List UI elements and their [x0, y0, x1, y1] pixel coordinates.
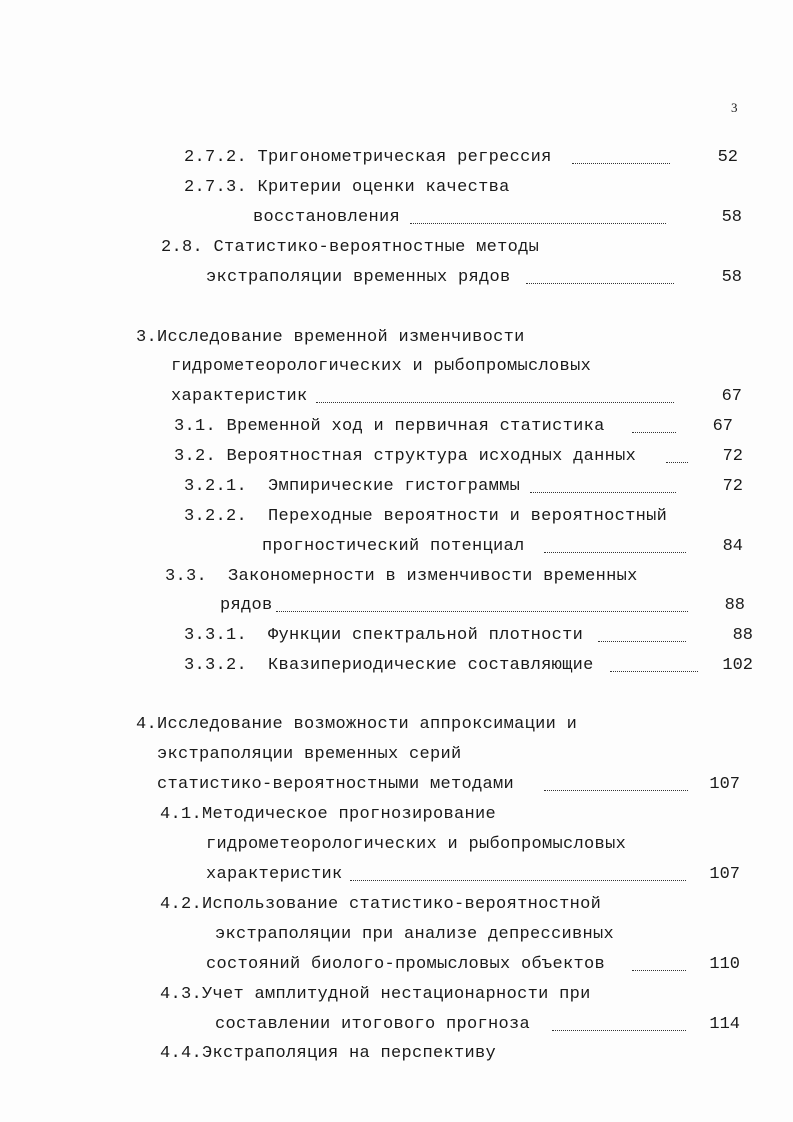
toc-title-continuation: статистико-вероятностными методами: [157, 775, 515, 794]
toc-title-continuation: гидрометеорологических и рыбопромысловых: [206, 835, 627, 854]
toc-number: 4.2.: [160, 895, 203, 914]
toc-number: 4.: [136, 715, 158, 734]
toc-leader: [276, 611, 688, 612]
toc-title: Методическое прогнозирование: [202, 805, 497, 824]
toc-leader: [526, 283, 674, 284]
toc-page: 58: [721, 208, 742, 227]
toc-page: 88: [732, 626, 753, 645]
toc-title-continuation: экстраполяции временных рядов: [206, 268, 511, 287]
toc-number: 3.: [136, 328, 158, 347]
toc-number: 4.3.: [160, 985, 203, 1004]
toc-page: 72: [722, 477, 743, 496]
toc-number: 3.1.: [174, 417, 217, 436]
toc-entry-4-2: [160, 895, 601, 915]
toc-entry-2-8: [161, 238, 539, 258]
toc-title-continuation: составлении итогового прогноза: [215, 1015, 531, 1034]
toc-entry-3-2: [174, 447, 636, 467]
toc-title-continuation: восстановления: [253, 208, 401, 227]
toc-entry-2-7-2: [184, 148, 552, 168]
toc-page: 114: [709, 1015, 740, 1034]
toc-title-continuation: гидрометеорологических и рыбопромысловых: [171, 357, 592, 376]
toc-leader: [632, 432, 676, 433]
toc-leader: [350, 880, 686, 881]
toc-number: 3.2.: [174, 447, 217, 466]
toc-leader: [552, 1030, 686, 1031]
toc-page: 107: [709, 865, 740, 884]
toc-entry-3-3: [165, 567, 638, 587]
toc-number: 4.4.: [160, 1044, 203, 1063]
toc-title-continuation: состояний биолого-промысловых объектов: [206, 955, 606, 974]
toc-number: 2.7.2.: [184, 148, 248, 167]
toc-title-continuation: экстраполяции при анализе депрессивных: [215, 925, 615, 944]
toc-number: 2.7.3.: [184, 178, 248, 197]
toc-entry-4-4: [160, 1044, 496, 1064]
toc-page: 72: [722, 447, 743, 466]
toc-number: 2.8.: [161, 238, 204, 257]
toc-leader: [598, 641, 686, 642]
toc-entry-3-3-2: [184, 656, 594, 676]
toc-number: 3.3.: [165, 567, 208, 586]
toc-page: 107: [709, 775, 740, 794]
toc-title-continuation: рядов: [220, 596, 273, 615]
toc-title: Тригонометрическая регрессия: [257, 148, 552, 167]
toc-leader: [572, 163, 670, 164]
toc-page: 52: [717, 148, 738, 167]
toc-title: Использование статистико-вероятностной: [202, 895, 602, 914]
toc-page: 110: [709, 955, 740, 974]
toc-entry-4-1: [160, 805, 496, 825]
toc-page: 67: [721, 387, 742, 406]
toc-entry-3-3-1: [184, 626, 583, 646]
toc-leader: [544, 790, 688, 791]
toc-leader: [632, 970, 686, 971]
toc-title: Вероятностная структура исходных данных: [226, 447, 637, 466]
toc-title: Критерии оценки качества: [257, 178, 510, 197]
toc-entry-3-2-1: [184, 477, 520, 497]
toc-leader: [610, 671, 698, 672]
toc-title: Исследование временной изменчивости: [157, 328, 525, 347]
toc-entry-4: [136, 715, 577, 735]
toc-title: Эмпирические гистограммы: [268, 477, 521, 496]
toc-leader: [316, 402, 674, 403]
toc-title-continuation: прогностический потенциал: [262, 537, 525, 556]
toc-number: 4.1.: [160, 805, 203, 824]
toc-title: Учет амплитудной нестационарности при: [202, 985, 591, 1004]
toc-title: Временной ход и первичная статистика: [226, 417, 605, 436]
toc-leader: [410, 223, 666, 224]
toc-title: Переходные вероятности и вероятностный: [268, 507, 668, 526]
toc-entry-3-2-2: [184, 507, 667, 527]
toc-number: 3.3.2.: [184, 656, 248, 675]
toc-number: 3.3.1.: [184, 626, 248, 645]
toc-title: Экстраполяция на перспективу: [202, 1044, 497, 1063]
toc-title: Функции спектральной плотности: [268, 626, 584, 645]
toc-title: Исследование возможности аппроксимации и: [157, 715, 578, 734]
toc-page: 58: [721, 268, 742, 287]
toc-title-continuation: экстраполяции временных серий: [157, 745, 462, 764]
toc-number: 3.2.2.: [184, 507, 248, 526]
toc-page: 84: [722, 537, 743, 556]
toc-entry-3: [136, 328, 525, 348]
toc-title: Закономерности в изменчивости временных: [228, 567, 638, 586]
page-number: 3: [731, 100, 738, 115]
toc-page: 67: [712, 417, 733, 436]
toc-entry-2-7-3: [184, 178, 510, 198]
toc-title: Статистико-вероятностные методы: [213, 238, 540, 257]
toc-entry-3-1: [174, 417, 605, 437]
toc-title: Квазипериодические составляющие: [268, 656, 594, 675]
toc-page: 102: [722, 656, 753, 675]
toc-title-continuation: характеристик: [206, 865, 343, 884]
toc-leader: [544, 552, 686, 553]
toc-entry-4-3: [160, 985, 591, 1005]
toc-leader: [530, 492, 676, 493]
toc-page: 88: [724, 596, 745, 615]
toc-title-continuation: характеристик: [171, 387, 308, 406]
toc-number: 3.2.1.: [184, 477, 248, 496]
